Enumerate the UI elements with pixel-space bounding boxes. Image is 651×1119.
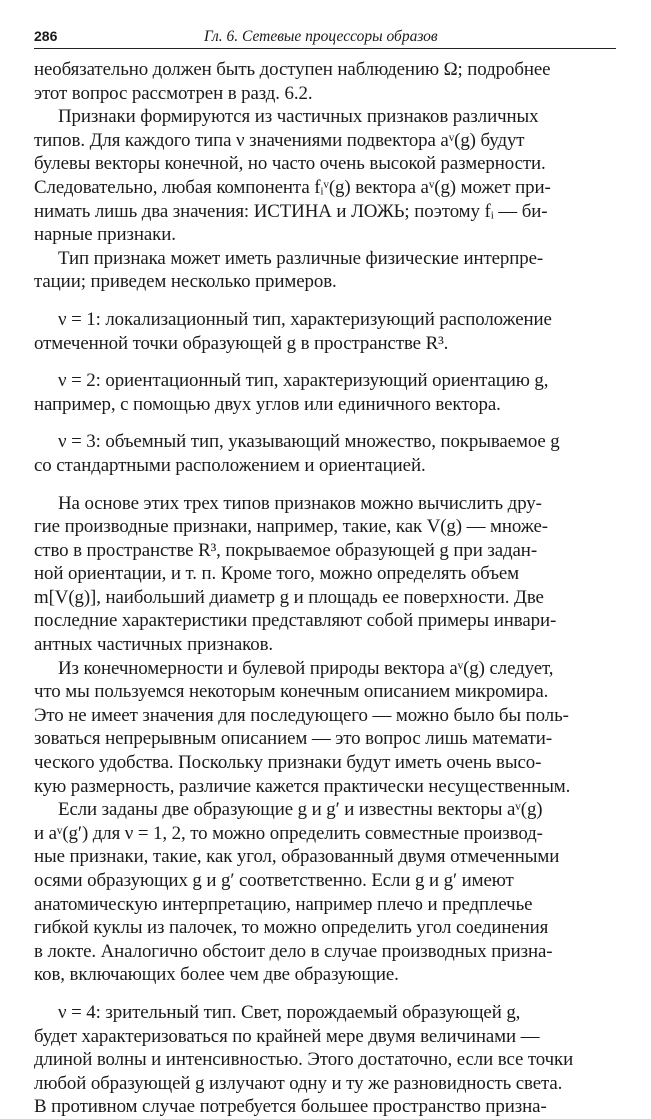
page-number: 286 <box>34 28 58 44</box>
text-line: Это не имеет значения для последующего — можно было бы поль- <box>34 704 569 726</box>
text-line: ν = 2: ориентационный тип, характеризующий ориентацию g, <box>58 370 549 392</box>
paragraph-gap <box>34 294 622 308</box>
page-header <box>34 26 616 49</box>
text-line: зоваться непрерывным описанием — это вопрос лишь математи- <box>34 728 553 750</box>
text-line: этот вопрос рассмотрен в разд. 6.2. <box>34 82 313 104</box>
paragraph-gap <box>34 478 622 492</box>
text-line: ν = 3: объемный тип, указывающий множество, покрываемое g <box>58 431 560 453</box>
text-line: например, с помощью двух углов или единичного вектора. <box>34 393 501 415</box>
text-line: последние характеристики представляют собой примеры инвари- <box>34 610 557 632</box>
text-line: осями образующих g и g′ соответственно. Если g и g′ имеют <box>34 870 514 891</box>
text-line: Из конечномерности и булевой природы вектора aᵛ(g) следует, <box>58 657 554 679</box>
text-line: необязательно должен быть доступен наблюдению Ω; подробнее <box>34 59 551 80</box>
text-line: Признаки формируются из частичных признаков различных <box>58 106 539 128</box>
text-line: нимать лишь два значения: ИСТИНА и ЛОЖЬ; поэтому fᵢ — би- <box>34 200 548 222</box>
text-line: ν = 1: локализационный тип, характеризующий расположение <box>58 308 552 330</box>
text-line: ков, включающих более чем две образующие. <box>34 964 399 986</box>
text-line: булевы векторы конечной, но часто очень высокой размерности. <box>34 153 546 175</box>
text-line: нарные признаки. <box>34 224 176 246</box>
paragraph-gap <box>34 416 622 430</box>
text-line: тации; приведем несколько примеров. <box>34 271 337 293</box>
text-line: антных частичных признаков. <box>34 634 274 656</box>
text-line: В противном случае потребуется большее пространство призна- <box>34 1096 547 1118</box>
text-line: типов. Для каждого типа ν значениями подвектора aᵛ(g) будут <box>34 129 525 151</box>
text-line: в локте. Аналогично обстоит дело в случае производных призна- <box>34 940 553 962</box>
text-line: На основе этих трех типов признаков можно вычислить дру- <box>58 492 542 514</box>
text-line: Следовательно, любая компонента fᵢᵛ(g) вектора aᵛ(g) может при- <box>34 176 551 198</box>
text-line: и aᵛ(g′) для ν = 1, 2, то можно определить совместные производ- <box>34 822 543 844</box>
text-line: Тип признака может иметь различные физические интерпре- <box>58 247 544 269</box>
text-line: гибкой куклы из палочек, то можно определить угол соединения <box>34 917 549 939</box>
text-line: что мы пользуемся некоторым конечным описанием микромира. <box>34 681 549 703</box>
text-line: ство в пространстве R³, покрываемое образующей g при задан- <box>34 539 538 561</box>
body-text <box>34 58 622 1119</box>
text-line: анатомическую интерпретацию, например плечо и предплечье <box>34 893 533 915</box>
text-line: ной ориентации, и т. п. Кроме того, можно определять объем <box>34 563 519 585</box>
paragraph-gap <box>34 987 622 1001</box>
text-line: ные признаки, такие, как угол, образованный двумя отмеченными <box>34 846 560 868</box>
text-line: любой образующей g излучают одну и ту же разновидность света. <box>34 1072 563 1094</box>
text-line: Если заданы две образующие g и g′ и известны векторы aᵛ(g) <box>58 799 543 821</box>
text-line: длиной волны и интенсивностью. Этого достаточно, если все точки <box>34 1049 574 1071</box>
running-title: Гл. 6. Сетевые процессоры образов <box>204 28 438 45</box>
text-line: ν = 4: зрительный тип. Свет, порождаемый образующей g, <box>58 1001 521 1023</box>
text-line: со стандартными расположением и ориентацией. <box>34 454 426 476</box>
text-line: кую размерность, различие кажется практически несущественным. <box>34 775 571 797</box>
text-line: m[V(g)], наибольший диаметр g и площадь ее поверхности. Две <box>34 586 544 608</box>
text-line: будет характеризоваться по крайней мере двумя величинами — <box>34 1025 540 1047</box>
text-line: гие производные признаки, например, такие, как V(g) — множе- <box>34 516 548 538</box>
paragraph-gap <box>34 355 622 369</box>
text-line: ческого удобства. Поскольку признаки будут иметь очень высо- <box>34 752 542 774</box>
text-line: отмеченной точки образующей g в пространстве R³. <box>34 332 449 354</box>
